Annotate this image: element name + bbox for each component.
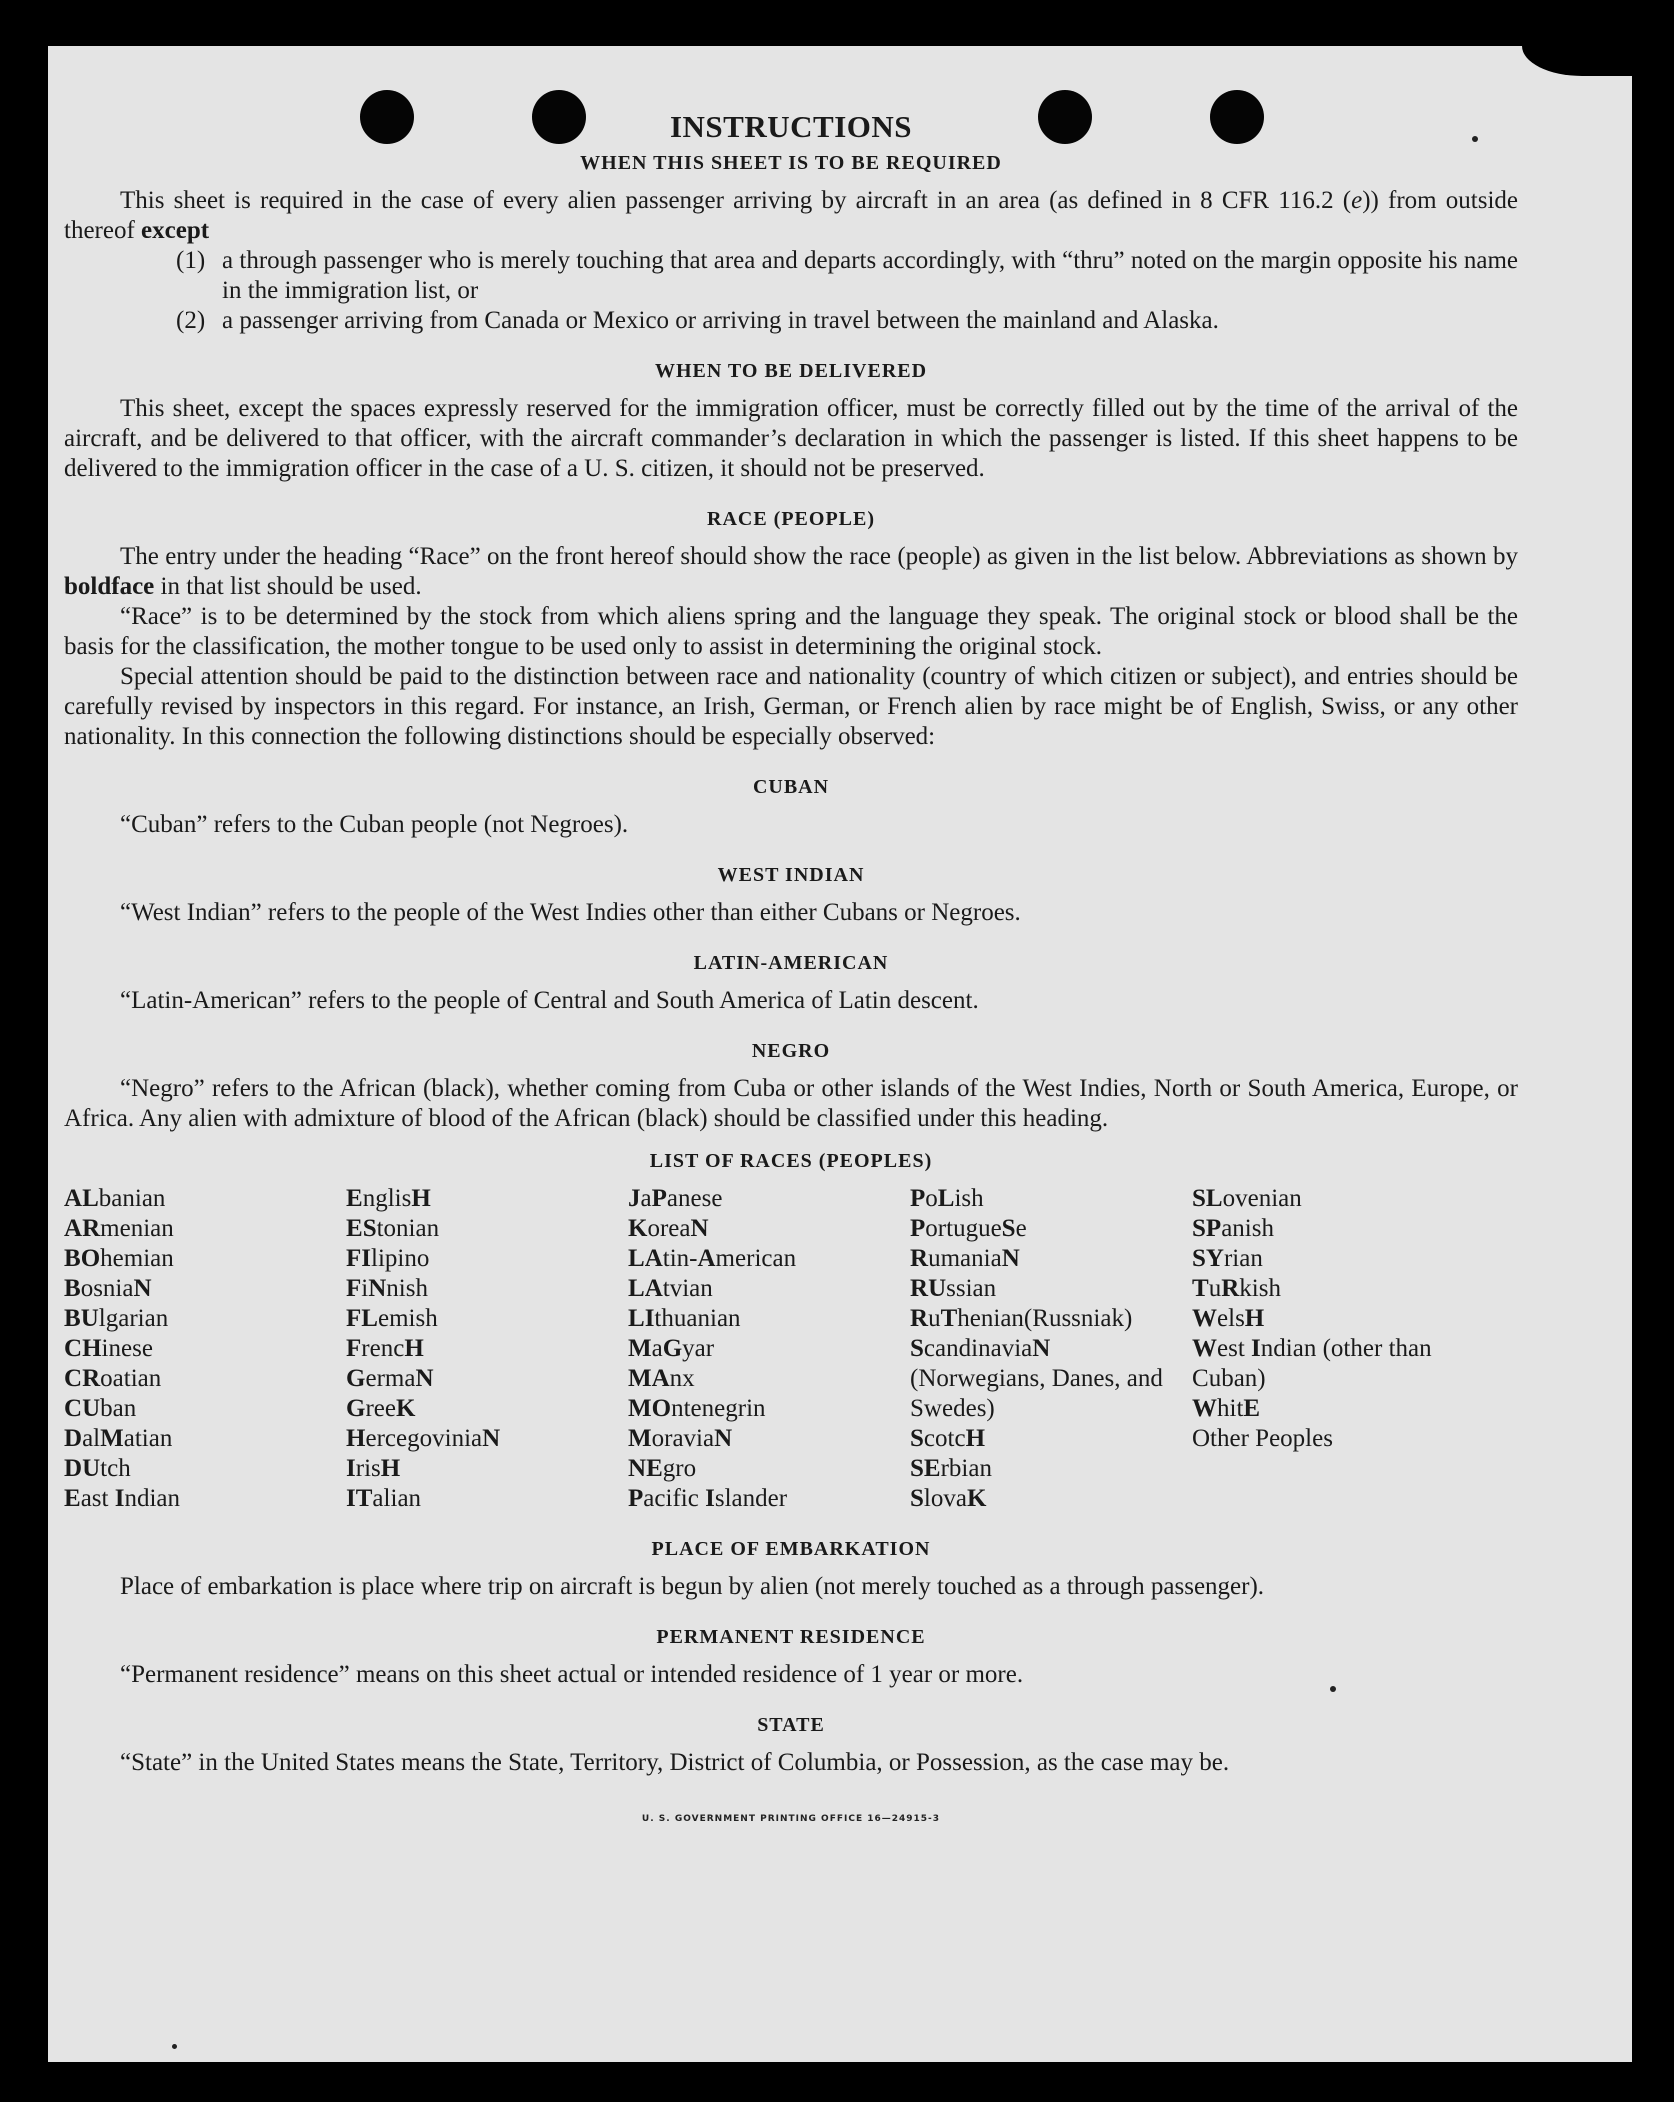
race-entry: SlovaK [910, 1485, 987, 1512]
section-heading: NEGRO [751, 1040, 831, 1062]
race-entry: NEgro [628, 1455, 697, 1482]
list-item [176, 246, 1518, 306]
section-heading: LIST OF RACES (PEOPLES) [649, 1150, 933, 1172]
race-entry: MOntenegrin [628, 1395, 766, 1422]
printing-office-footer: U. S. GOVERNMENT PRINTING OFFICE 16—24915-3 [641, 1814, 941, 1824]
race-entry: EStonian [346, 1215, 440, 1242]
race-column [64, 1184, 346, 1514]
race-entry: West Indian (other than Cuban) [1192, 1335, 1432, 1392]
intro-text: )) from outside thereof [64, 187, 1518, 244]
race-entry: Pacific Islander [628, 1485, 788, 1512]
race-entry: MoraviaN [628, 1425, 733, 1452]
section-heading: PERMANENT RESIDENCE [656, 1626, 926, 1648]
list-item [176, 306, 1518, 336]
race-column [1192, 1184, 1472, 1514]
race-entry: East Indian [64, 1485, 181, 1512]
residence-text: “Permanent residence” means on this sheet actual or intended residence of 1 year or more. [120, 1661, 1024, 1688]
cuban-text: “Cuban” refers to the Cuban people (not Negroes). [120, 811, 629, 838]
race-entry: BosniaN [64, 1275, 152, 1302]
negro-text: “Negro” refers to the African (black), whether coming from Cuba or other islands of the West Indies, North or South America, Europe, or Africa. Any alien with admixture of blood of the African (black) should be classified under this heading. [64, 1075, 1518, 1132]
section-heading: PLACE OF EMBARKATION [651, 1538, 931, 1560]
race-text: in that list should be used. [154, 573, 422, 600]
race-entry: SPanish [1192, 1215, 1274, 1242]
section-heading: WHEN THIS SHEET IS TO BE REQUIRED [580, 152, 1002, 174]
race-entry: PortugueSe [910, 1215, 1027, 1242]
race-entry: MAnx [628, 1365, 695, 1392]
item-number: (1) [176, 247, 206, 274]
race-paragraph: Special attention should be paid to the distinction between race and nationality (country of which citizen or subject), and entries should be carefully revised by inspectors in this regard. For instance, an Irish, German, or French alien by race might be of English, Swiss, or any other nationality. In this connection the following distinctions should be especially observed: [64, 663, 1518, 750]
race-entry: ScotcH [910, 1425, 986, 1452]
race-entry: Other Peoples [1192, 1425, 1333, 1452]
race-entry: DalMatian [64, 1425, 173, 1452]
race-text: The entry under the heading “Race” on the front hereof should show the race (people) as given in the list below. Abbreviations as shown by [120, 543, 1518, 570]
race-entry: BOhemian [64, 1245, 174, 1272]
race-entry: CHinese [64, 1335, 153, 1362]
document-sheet [48, 46, 1632, 2062]
section-heading: WHEN TO BE DELIVERED [654, 360, 928, 382]
delivered-text: This sheet, except the spaces expressly reserved for the immigration officer, must be correctly filled out by the time of the arrival of the aircraft, and be delivered to that officer, with the aircraft commander’s declaration in which the passenger is listed. If this sheet happens to be delivered to the immigration officer in the case of a U. S. citizen, it should not be preserved. [64, 395, 1518, 482]
race-entry: ARmenian [64, 1215, 174, 1242]
race-entry: SYrian [1192, 1245, 1263, 1272]
section-heading: WEST INDIAN [717, 864, 865, 886]
torn-corner [1522, 46, 1632, 76]
race-entry: SLovenian [1192, 1185, 1302, 1212]
race-column [346, 1184, 628, 1514]
ink-speck [172, 2044, 177, 2049]
intro-except: except [141, 217, 210, 244]
race-entry: MaGyar [628, 1335, 715, 1362]
section-heading: CUBAN [752, 776, 830, 798]
race-entry: BUlgarian [64, 1305, 169, 1332]
instructions-content [64, 109, 1518, 1834]
race-entry: GermaN [346, 1365, 434, 1392]
item-text: a through passenger who is merely touching that area and departs accordingly, with “thru” noted on the margin opposite his name in the immigration list, or [222, 247, 1518, 304]
intro-e: e [1351, 187, 1363, 214]
race-entry: WhitE [1192, 1395, 1261, 1422]
race-entry: PoLish [910, 1185, 984, 1212]
race-entry: ITalian [346, 1485, 422, 1512]
intro-text: This sheet is required in the case of every alien passenger arriving by aircraft in an area (as defined in 8 CFR 116.2 ( [120, 187, 1352, 214]
race-entry: KoreaN [628, 1215, 709, 1242]
race-entry: ScandinaviaN (Norwegians, Danes, and Swedes) [910, 1335, 1163, 1422]
race-column [628, 1184, 910, 1514]
race-entry: CRoatian [64, 1365, 162, 1392]
race-entry: LAtin-American [628, 1245, 797, 1272]
race-entry: ALbanian [64, 1185, 166, 1212]
page-title: INSTRUCTIONS [669, 109, 912, 144]
race-list [64, 1184, 1518, 1514]
race-entry: TuRkish [1192, 1275, 1281, 1302]
race-entry: RuThenian(Russniak) [910, 1305, 1133, 1332]
race-entry: CUban [64, 1395, 137, 1422]
state-text: “State” in the United States means the State, Territory, District of Columbia, or Possession, as the case may be. [120, 1749, 1230, 1776]
race-paragraph [64, 542, 1518, 602]
race-entry: FIlipino [346, 1245, 430, 1272]
race-entry: SErbian [910, 1455, 992, 1482]
race-entry: RUssian [910, 1275, 997, 1302]
race-entry: FiNnish [346, 1275, 428, 1302]
latin-american-text: “Latin-American” refers to the people of Central and South America of Latin descent. [120, 987, 979, 1014]
embarkation-text: Place of embarkation is place where trip on aircraft is begun by alien (not merely touched as a through passenger). [120, 1573, 1265, 1600]
item-number: (2) [176, 307, 206, 334]
section-heading: RACE (PEOPLE) [707, 508, 875, 530]
race-entry: EnglisH [346, 1185, 431, 1212]
race-entry: GreeK [346, 1395, 416, 1422]
west-indian-text: “West Indian” refers to the people of the West Indies other than either Cubans or Negroes. [120, 899, 1021, 926]
race-paragraph: “Race” is to be determined by the stock from which aliens spring and the language they speak. The original stock or blood shall be the basis for the classification, the mother tongue to be used only to assist in determining the original stock. [64, 603, 1518, 660]
race-entry: LAtvian [628, 1275, 713, 1302]
race-entry: HercegoviniaN [346, 1425, 501, 1452]
section-heading: STATE [757, 1714, 825, 1736]
race-entry: FLemish [346, 1305, 438, 1332]
race-entry: WelsH [1192, 1305, 1265, 1332]
race-entry: RumaniaN [910, 1245, 1020, 1272]
race-entry: DUtch [64, 1455, 131, 1482]
race-column [910, 1184, 1192, 1514]
race-boldface: boldface [64, 573, 155, 600]
item-text: a passenger arriving from Canada or Mexico or arriving in travel between the mainland and Alaska. [222, 307, 1219, 334]
race-entry: IrisH [346, 1455, 401, 1482]
race-entry: FrencH [346, 1335, 424, 1362]
race-entry: LIthuanian [628, 1305, 741, 1332]
race-entry: JaPanese [628, 1185, 723, 1212]
required-intro [64, 186, 1518, 246]
section-heading: LATIN-AMERICAN [693, 952, 889, 974]
